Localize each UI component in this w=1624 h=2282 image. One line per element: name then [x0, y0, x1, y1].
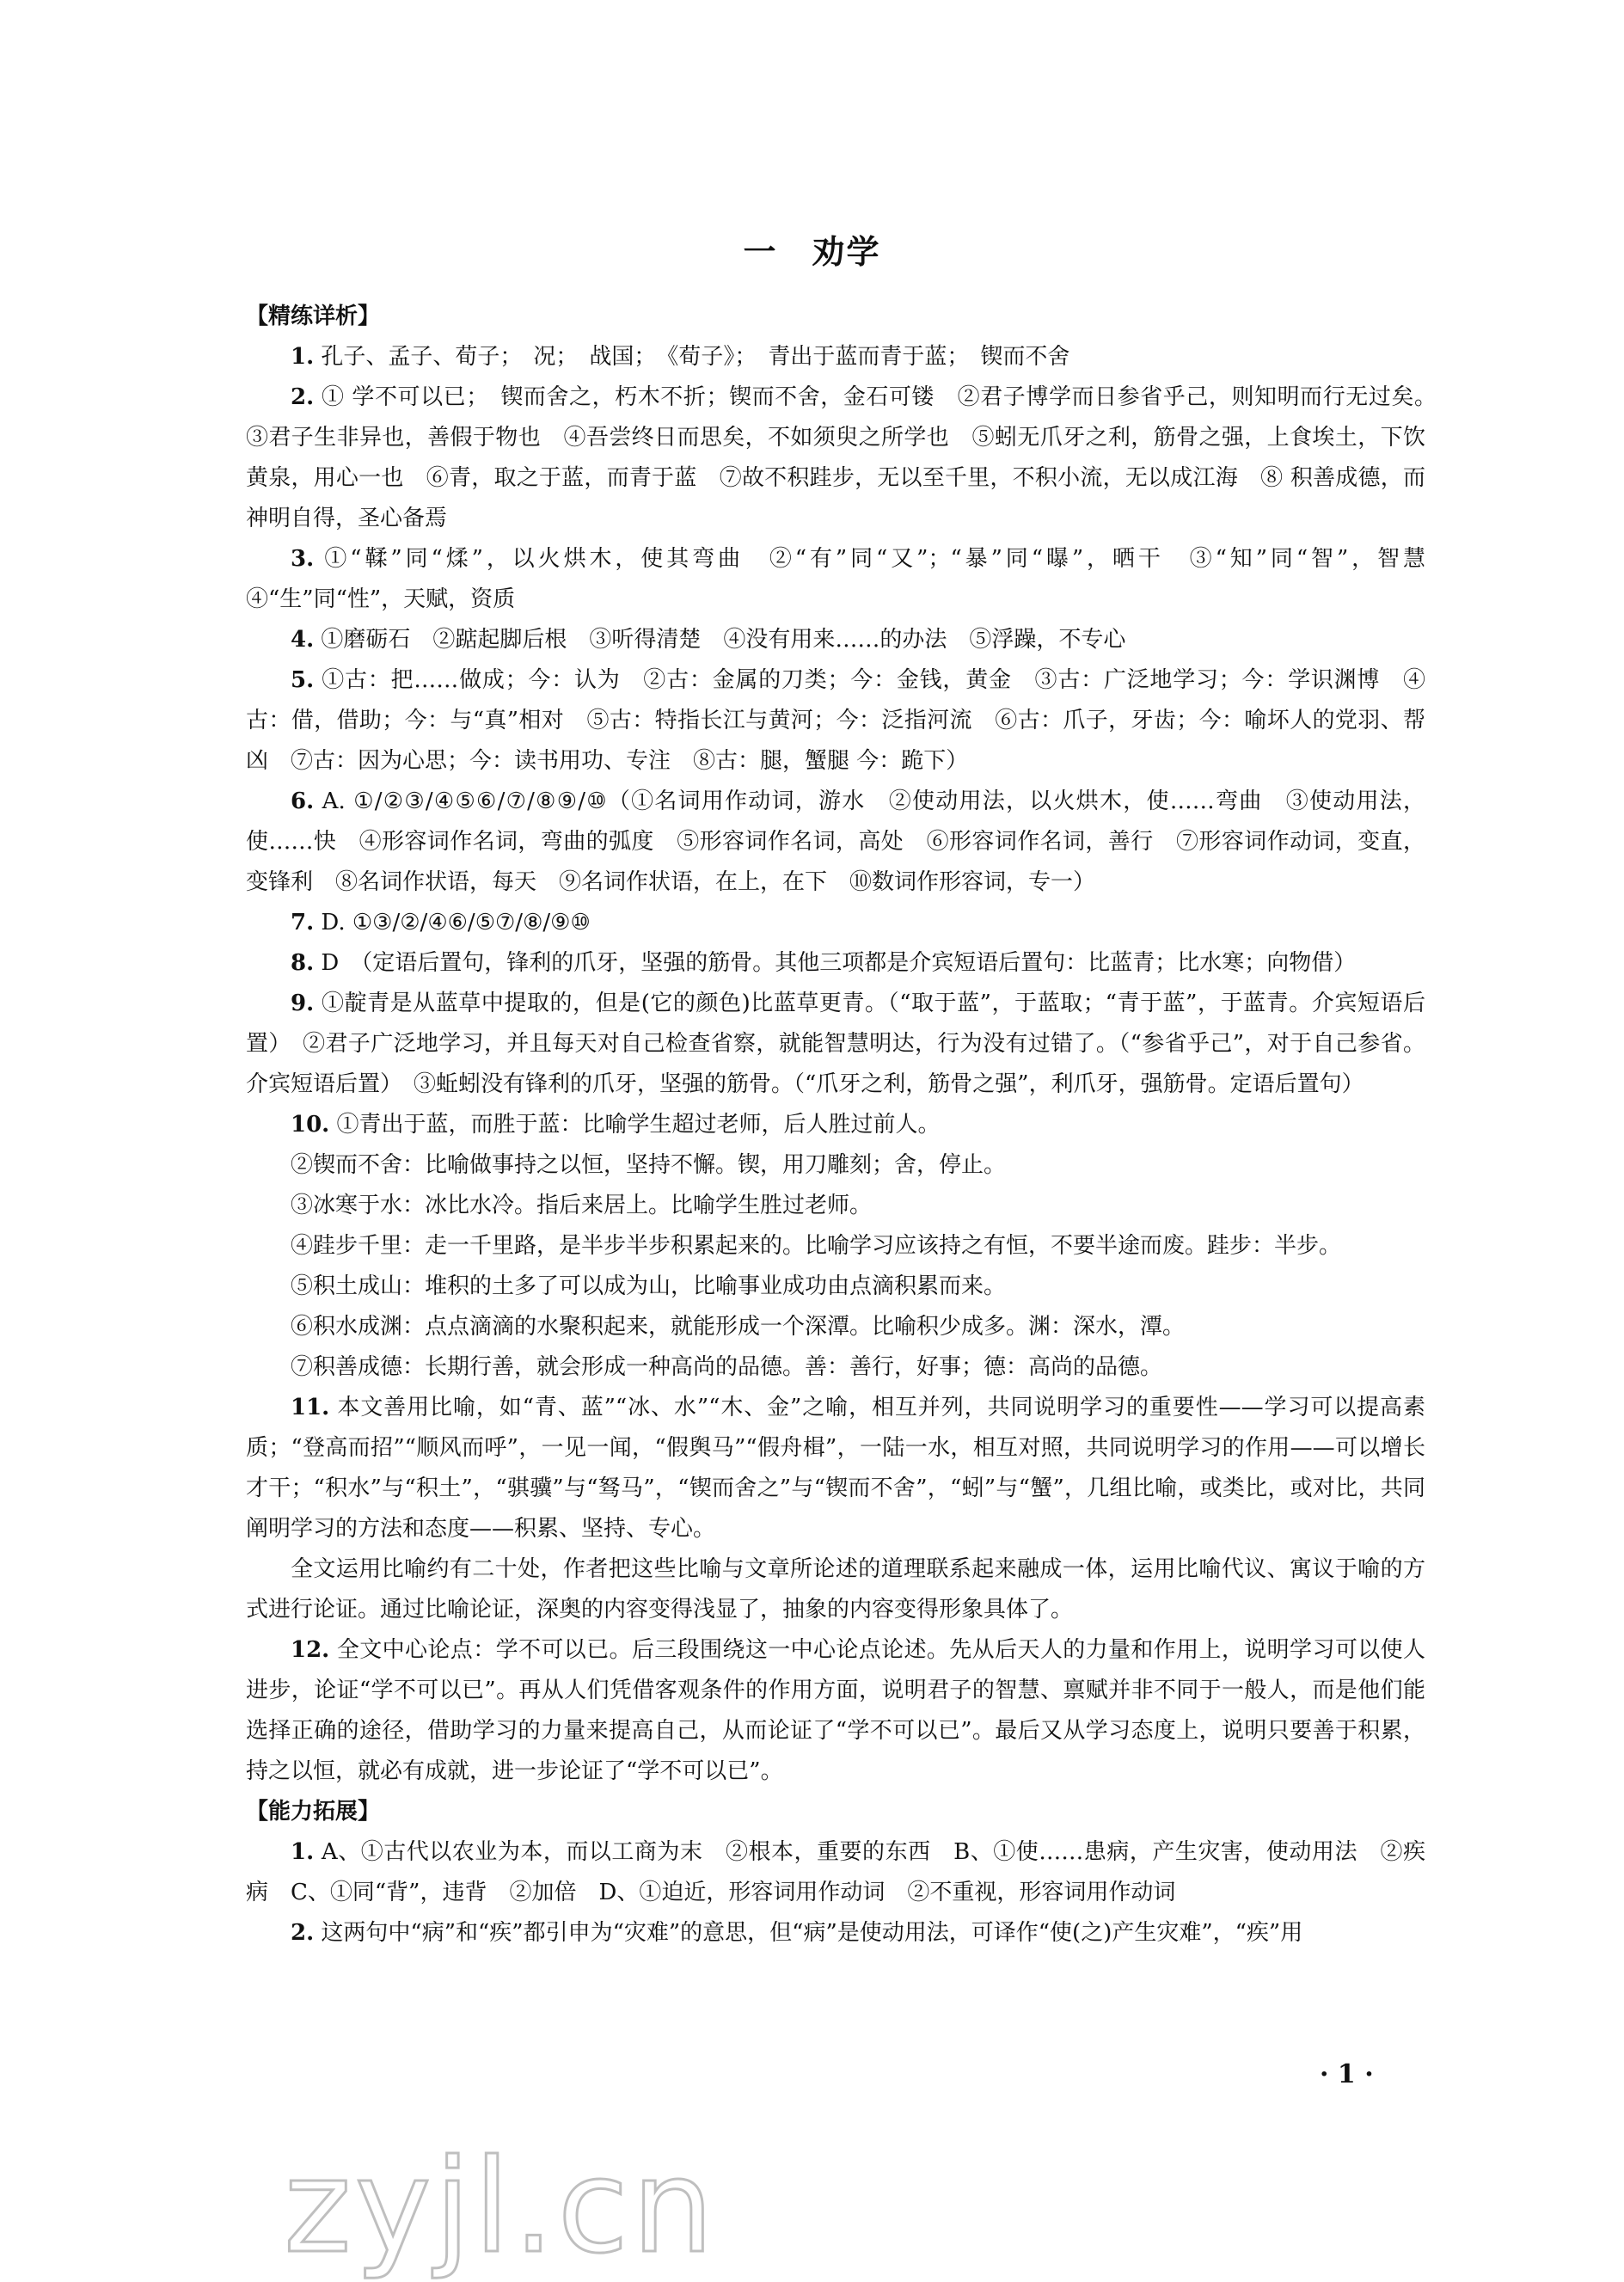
- item-text: D. ①③/②/④⑥/⑤⑦/⑧/⑨⑩: [314, 910, 591, 935]
- idiom-line: ⑦积善成德：长期行善，就会形成一种高尚的品德。善：善行，好事；德：高尚的品德。: [291, 1354, 1163, 1380]
- answer-body: [246, 297, 1449, 1954]
- answer-item-12: [246, 1630, 1425, 1792]
- answer-item-9: [246, 984, 1425, 1105]
- item-text: ①古：把……做成；今：认为 ②古：金属的刀类；今：金钱，黄金 ③古：广泛地学习；今：学识渊博 ④古：借，借助；今：与“真”相对 ⑤古：特指长江与黄河；今：泛指河流 ⑥古：爪子，牙齿；今：喻坏人的党羽、帮凶 ⑦古：因为心思；今：读书用功、专注 ⑧古：腿，蟹腿 今：跪下）: [246, 667, 1425, 774]
- item-number: 7.: [291, 910, 315, 935]
- answer-item-3: [246, 539, 1449, 620]
- item-text: 本文善用比喻，如“青、蓝”“冰、水”“木、金”之喻，相互并列，共同说明学习的重要性——学习可以提高素质；“登高而招”“顺风而呼”，一见一闻，“假舆马”“假舟楫”，一陆一水，相互对照，共同说明学习的作用——可以增长才干；“积水”与“积土”，“骐骥”与“驽马”，“锲而舍之”与“锲而不舍”，“蚓”与“蟹”，几组比喻，或类比，或对比，共同阐明学习的方法和态度——积累、坚持、专心。: [246, 1395, 1425, 1542]
- extension-item-1: [246, 1832, 1425, 1913]
- page-number: · 1 ·: [1320, 2059, 1374, 2089]
- item-text: D （定语后置句，锋利的爪牙，坚强的筋骨。其他三项都是介宾短语后置句：比蓝青；比水寒；向物借）: [314, 950, 1357, 976]
- idiom-line: ③冰寒于水：冰比水冷。指后来居上。比喻学生胜过老师。: [291, 1193, 873, 1218]
- item-text: ①青出于蓝，而胜于蓝：比喻学生超过老师，后人胜过前人。: [329, 1112, 941, 1138]
- idiom-line: ⑥积水成渊：点点滴滴的水聚积起来，就能形成一个深潭。比喻积少成多。渊：深水，潭。: [291, 1314, 1186, 1340]
- item-number: 8.: [291, 950, 315, 976]
- item-number: 4.: [291, 627, 315, 653]
- item-text: ①“鞣”同“煣”，以火烘木，使其弯曲 ②“有”同“又”；“暴”同“曝”，晒干 ③“知”同“智”，智慧 ④“生”同“性”，天赋，资质: [246, 546, 1449, 612]
- item-number: 1.: [291, 344, 315, 370]
- item-text: 孔子、孟子、荀子； 况； 战国； 《荀子》； 青出于蓝而青于蓝； 锲而不舍: [314, 344, 1070, 370]
- answer-item-2: [246, 377, 1449, 539]
- page-title: 一 劝学: [743, 233, 881, 271]
- answer-item-7: [246, 903, 1425, 943]
- extension-item-2: [246, 1913, 1425, 1954]
- idiom-line: ④跬步千里：走一千里路，是半步半步积累起来的。比喻学习应该持之有恒，不要半途而废。跬步：半步。: [291, 1233, 1342, 1259]
- answer-item-8: [246, 943, 1425, 984]
- section-heading-practice: 【精练详析】: [246, 304, 381, 329]
- item-number: 9.: [291, 991, 315, 1016]
- item-text: A. ①/②③/④⑤⑥/⑦/⑧⑨/⑩（①名词用作动词，游水 ②使动用法，以火烘木，使……弯曲 ③使动用法，使……快 ④形容词作名词，弯曲的弧度 ⑤形容词作名词，高处 ⑥形容词作名词，善行 ⑦形容词作动词，变直，变锋利 ⑧名词作状语，每天 ⑨名词作状语，在上，在下 ⑩数词作形容词，专一）: [246, 788, 1425, 895]
- answer-item-11-continued: 全文运用比喻约有二十处，作者把这些比喻与文章所论述的道理联系起来融成一体，运用比喻代议、寓议于喻的方式进行论证。通过比喻论证，深奥的内容变得浅显了，抽象的内容变得形象具体了。: [246, 1556, 1425, 1623]
- answer-item-11: [246, 1388, 1425, 1549]
- item-number: 10.: [291, 1112, 330, 1138]
- item-number: 1.: [291, 1839, 315, 1865]
- item-number: 5.: [291, 667, 315, 693]
- idiom-line: ②锲而不舍：比喻做事持之以恒，坚持不懈。锲，用刀雕刻；舍，停止。: [291, 1152, 1007, 1178]
- section-heading-extension: 【能力拓展】: [246, 1799, 381, 1825]
- item-number: 11.: [291, 1395, 330, 1420]
- answer-item-4: [246, 620, 1425, 660]
- item-text: 全文中心论点：学不可以已。后三段围绕这一中心论点论述。先从后天人的力量和作用上，说明学习可以使人进步，论证“学不可以已”。再从人们凭借客观条件的作用方面，说明君子的智慧、禀赋并非不同于一般人，而是他们能选择正确的途径，借助学习的力量来提高自己，从而论证了“学不可以已”。最后又从学习态度上，说明只要善于积累，持之以恒，就必有成就，进一步论证了“学不可以已”。: [246, 1637, 1425, 1784]
- item-number: 12.: [291, 1637, 330, 1663]
- watermark: zyjl.cn: [284, 2132, 718, 2282]
- item-text: 这两句中“病”和“疾”都引申为“灾难”的意思，但“病”是使动用法，可译作“使(之)产生灾难”，“疾”用: [314, 1920, 1303, 1946]
- item-text: ①磨砺石 ②踮起脚后根 ③听得清楚 ④没有用来……的办法 ⑤浮躁，不专心: [314, 627, 1126, 653]
- item-text: ① 学不可以已； 锲而舍之，朽木不折；锲而不舍，金石可镂 ②君子博学而日参省乎己，则知明而行无过矣。 ③君子生非异也，善假于物也 ④吾尝终日而思矣，不如须臾之所学也 ⑤蚓无爪牙之利，筋骨之强，上食埃土，下饮黄泉，用心一也 ⑥青，取之于蓝，而青于蓝 ⑦故不积跬步，无以至千里，不积小流，无以成江海 ⑧ 积善成德，而神明自得，圣心备焉: [246, 384, 1449, 531]
- item-number: 2.: [291, 1920, 315, 1946]
- item-number: 6.: [291, 788, 315, 814]
- item-number: 2.: [291, 384, 315, 410]
- item-text: A、①古代以农业为本，而以工商为末 ②根本，重要的东西 B、①使……患病，产生灾害，使动用法 ②疾病 C、①同“背”，违背 ②加倍 D、①迫近，形容词用作动词 ②不重视，形容词用作动词: [246, 1839, 1425, 1905]
- answer-item-10: [246, 1105, 1425, 1145]
- answer-item-6: [246, 782, 1425, 903]
- item-number: 3.: [291, 546, 315, 572]
- answer-item-5: [246, 660, 1425, 782]
- idiom-line: ⑤积土成山：堆积的土多了可以成为山，比喻事业成功由点滴积累而来。: [291, 1273, 1007, 1299]
- item-text: ①靛青是从蓝草中提取的，但是(它的颜色)比蓝草更青。（“取于蓝”，于蓝取；“青于蓝”，于蓝青。介宾短语后置） ②君子广泛地学习，并且每天对自己检查省察，就能智慧明达，行为没有过错了。（“参省乎己”，对于自己参省。介宾短语后置） ③蚯蚓没有锋利的爪牙，坚强的筋骨。（“爪牙之利，筋骨之强”，利爪牙，强筋骨。定语后置句）: [246, 991, 1425, 1097]
- answer-item-1: [246, 337, 1425, 377]
